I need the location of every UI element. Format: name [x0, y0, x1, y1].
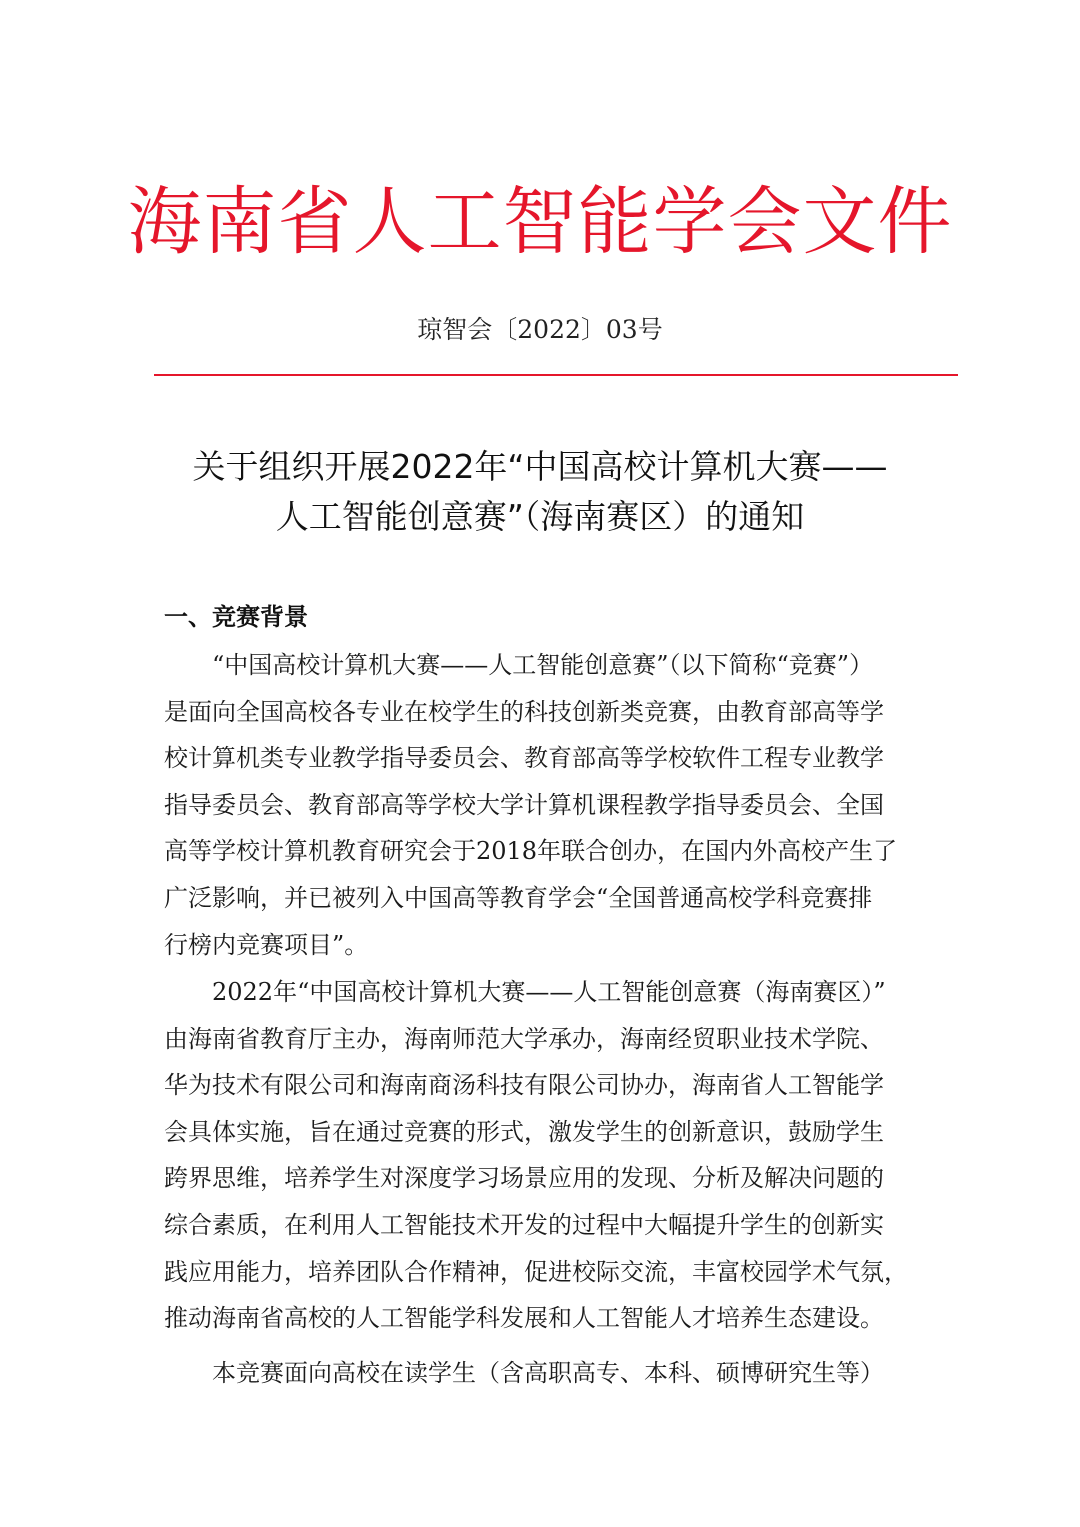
paragraph-line: 推动海南省高校的人工智能学科发展和人工智能人才培养生态建设。	[164, 1304, 884, 1333]
paragraph-line: “中国高校计算机大赛——人工智能创意赛”（以下简称“竞赛”）	[212, 651, 874, 679]
title-line-1: 关于组织开展2022年“中国高校计算机大赛——	[192, 447, 888, 486]
document-header: 海南省人工智能学会文件	[127, 179, 953, 265]
paragraph-line: 综合素质，在利用人工智能技术开发的过程中大幅提升学生的创新实	[164, 1210, 884, 1239]
document-title	[150, 442, 930, 542]
paragraph-line: 校计算机类专业教学指导委员会、教育部高等学校软件工程专业教学	[164, 744, 884, 773]
paragraph-line: 会具体实施，旨在通过竞赛的形式，激发学生的创新意识，鼓励学生	[164, 1117, 884, 1146]
paragraph-1	[164, 642, 924, 968]
title-line-2: 人工智能创意赛”（海南赛区）的通知	[275, 497, 805, 536]
paragraph-line: 广泛影响，并已被列入中国高等教育学会“全国普通高校学科竞赛排	[164, 883, 873, 912]
paragraph-line: 由海南省教育厅主办，海南师范大学承办，海南经贸职业技术学院、	[164, 1024, 884, 1053]
paragraph-line: 行榜内竞赛项目”。	[164, 930, 369, 959]
paragraph-line: 跨界思维，培养学生对深度学习场景应用的发现、分析及解决问题的	[164, 1164, 884, 1193]
paragraph-line: 践应用能力，培养团队合作精神，促进校际交流，丰富校园学术气氛，	[164, 1257, 908, 1286]
header-divider	[154, 374, 958, 376]
paragraph-line: 指导委员会、教育部高等学校大学计算机课程教学指导委员会、全国	[164, 790, 884, 819]
paragraph-2	[164, 969, 924, 1342]
paragraph-line: 华为技术有限公司和海南商汤科技有限公司协办，海南省人工智能学	[164, 1071, 884, 1100]
paragraph-line: 是面向全国高校各专业在校学生的科技创新类竞赛，由教育部高等学	[164, 697, 884, 726]
paragraph-3	[164, 1350, 924, 1397]
paragraph-line: 2022年“中国高校计算机大赛——人工智能创意赛（海南赛区）”	[212, 978, 886, 1006]
paragraph-line: 本竞赛面向高校在读学生（含高职高专、本科、硕博研究生等）	[212, 1359, 884, 1387]
section-heading: 一、竞赛背景	[164, 603, 308, 631]
document-number: 琼智会〔2022〕03号	[417, 315, 663, 344]
paragraph-line: 高等学校计算机教育研究会于2018年联合创办，在国内外高校产生了	[164, 837, 898, 866]
